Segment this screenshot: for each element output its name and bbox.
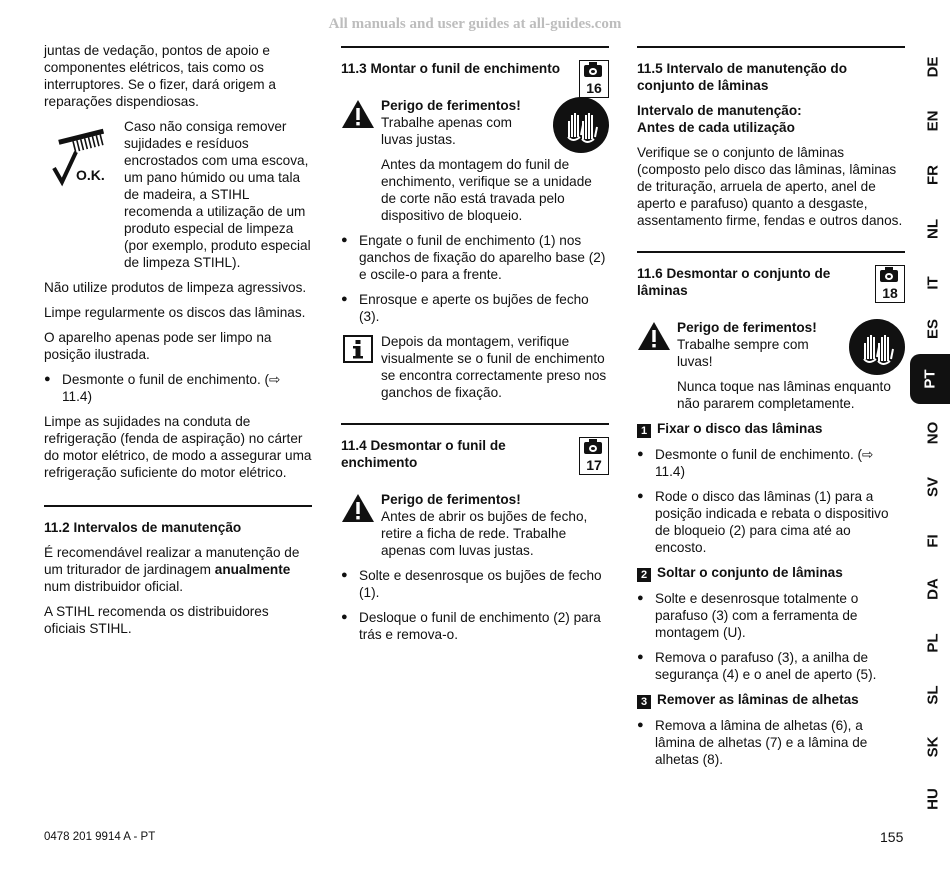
paragraph: Verifique se o conjunto de lâminas (composto pelo disco das lâminas, lâminas de trituração, arruela de aperto, anel de aperto e parafuso) quanto a desgaste, assentamento firme, fendas e outros danos.: [637, 145, 903, 228]
figure-number: 16: [586, 80, 602, 96]
lang-tab-pt-active[interactable]: PT: [910, 354, 950, 404]
section-title: 11.5 Intervalo de manutenção do conjunto de lâminas: [637, 61, 848, 93]
column-1: [44, 42, 312, 645]
section-title: 11.3 Montar o funil de enchimento: [341, 61, 561, 76]
lang-tab-no[interactable]: NO: [924, 421, 942, 445]
ok-cleaning-note: [44, 118, 312, 271]
paragraph: Não utilize produtos de limpeza agressivos.: [44, 280, 307, 295]
section-divider: [341, 46, 609, 48]
step-heading: [637, 691, 905, 709]
section-divider: [637, 251, 905, 253]
warning-title: Perigo de ferimentos!: [381, 492, 521, 507]
bullet-list: [637, 590, 905, 683]
text: num distribuidor oficial.: [44, 579, 184, 594]
bold-text: anualmente: [214, 562, 291, 577]
step-number-badge: 2: [637, 568, 651, 582]
warning-block: [341, 97, 609, 148]
lang-tab-hu[interactable]: HU: [924, 788, 942, 810]
camera-figure-icon: [579, 60, 609, 98]
list-item: ● Engate o funil de enchimento (1) nos ganchos de fixação do aparelho base (2) e oscile-o para a frente.: [341, 232, 609, 283]
list-item: ● Solte e desenrosque totalmente o parafuso (3) com a ferramenta de montagem (U).: [637, 590, 905, 641]
list-item: ● Remova a lâmina de alhetas (6), a lâmina de alhetas (7) e a lâmina de alhetas (8).: [637, 717, 905, 768]
list-item: ● Rode o disco das lâminas (1) para a posição indicada e rebata o dispositivo de bloqueio (2) para cima até ao encosto.: [637, 488, 905, 556]
figure-number: 18: [882, 285, 898, 301]
section-heading-11-3: [341, 60, 609, 96]
paragraph: O aparelho apenas pode ser limpo na posição ilustrada.: [44, 330, 272, 362]
lang-tab-fi[interactable]: FI: [924, 534, 942, 548]
info-text: Depois da montagem, verifique visualmente se o funil de enchimento se encontra correctamente preso nos ganchos de fixação.: [381, 334, 607, 400]
bullet-list: [637, 446, 905, 556]
watermark: All manuals and user guides at all-guides.com: [328, 16, 622, 32]
section-heading-11-4: [341, 437, 609, 471]
bullet-list: [637, 717, 905, 768]
section-divider: [341, 423, 609, 425]
section-divider: [637, 46, 905, 48]
list-item: ● Remova o parafuso (3), a anilha de segurança (4) e o anel de aperto (5).: [637, 649, 905, 683]
paragraph: Antes da montagem do funil de enchimento, verifique se a unidade de corte não está travada pelo dispositivo de bloqueio.: [381, 157, 592, 223]
info-icon: [343, 335, 373, 363]
lang-tab-fr[interactable]: FR: [924, 165, 942, 185]
text: É recomendável realizar a manutenção de um triturador de jardinagem: [44, 545, 300, 577]
warning-block: [341, 491, 609, 559]
gloves-icon: [553, 97, 609, 153]
list-item: ● Desloque o funil de enchimento (2) para trás e remova-o.: [341, 609, 609, 643]
ok-label: O.K.: [76, 167, 105, 183]
paragraph: Nunca toque nas lâminas enquanto não pararem completamente.: [677, 379, 891, 411]
section-title: 11.4 Desmontar o funil de enchimento: [341, 438, 506, 470]
lang-tab-sl[interactable]: SL: [924, 685, 942, 705]
step-title: Remover as lâminas de alhetas: [657, 692, 859, 707]
subheading: Antes de cada utilização: [637, 120, 795, 135]
list-item: ● Enrosque e aperte os bujões de fecho (3).: [341, 291, 609, 325]
list-item: ● Solte e desenrosque os bujões de fecho (1).: [341, 567, 609, 601]
paragraph: Limpe as sujidades na conduta de refrigeração (fenda de aspiração) no cárter do motor elétrico, de modo a assegurar uma refrigeração suficiente do motor elétrico.: [44, 414, 312, 480]
camera-figure-icon: [875, 265, 905, 303]
list-item: ● Desmonte o funil de enchimento. (⇨ 11.4): [44, 371, 312, 405]
list-item: ● Desmonte o funil de enchimento. (⇨ 11.4): [637, 446, 905, 480]
lang-tab-sk[interactable]: SK: [924, 736, 942, 758]
section-title: 11.2 Intervalos de manutenção: [44, 520, 242, 535]
step-heading: [637, 420, 905, 438]
lang-tab-pl[interactable]: PL: [924, 633, 942, 653]
column-2: [341, 42, 609, 651]
warning-triangle-icon: [341, 493, 375, 523]
subheading: Intervalo de manutenção:: [637, 103, 802, 118]
warning-text: Antes de abrir os bujões de fecho, retire a ficha de rede. Trabalhe apenas com luvas justas.: [381, 509, 588, 558]
warning-title: Perigo de ferimentos!: [677, 320, 817, 335]
step-heading: [637, 564, 905, 582]
lang-tab-nl[interactable]: NL: [924, 219, 942, 239]
paragraph: [44, 544, 312, 595]
gloves-icon: [849, 319, 905, 375]
paragraph: Caso não consiga remover sujidades e resíduos encrostados com uma escova, um pano húmido ou uma tala de madeira, a STIHL recomenda a utilização de um produto especial de limpeza (por exemplo, produto especial de limpeza STIHL).: [124, 119, 311, 270]
lang-tab-it[interactable]: IT: [924, 276, 942, 290]
paragraph: A STIHL recomenda os distribuidores oficiais STIHL.: [44, 604, 269, 636]
bullet-list: [341, 232, 609, 325]
info-block: [341, 333, 609, 401]
document-code: 0478 201 9914 A - PT: [44, 831, 156, 843]
bullet-list: [44, 371, 312, 405]
section-heading-11-6: [637, 265, 905, 299]
warning-block: [637, 319, 905, 370]
figure-number: 17: [586, 457, 602, 473]
step-title: Soltar o conjunto de lâminas: [657, 565, 843, 580]
column-3: [637, 42, 905, 776]
paragraph: juntas de vedação, pontos de apoio e componentes elétricos, tais como os interruptores. Se o fizer, dará origem a reparações dispendiosas.: [44, 43, 276, 109]
lang-tab-en[interactable]: EN: [924, 110, 942, 132]
lang-tab-da[interactable]: DA: [924, 578, 942, 600]
lang-tab-de[interactable]: DE: [924, 56, 942, 78]
brush-ok-icon: [52, 122, 112, 188]
lang-tab-sv[interactable]: SV: [924, 476, 942, 498]
section-divider: [44, 505, 312, 507]
paragraph: Limpe regularmente os discos das lâminas.: [44, 305, 306, 320]
warning-text: Trabalhe apenas com luvas justas.: [381, 115, 512, 147]
camera-figure-icon: [579, 437, 609, 475]
page-number: 155: [880, 829, 904, 845]
warning-triangle-icon: [341, 99, 375, 129]
section-title: 11.6 Desmontar o conjunto de lâminas: [637, 266, 831, 298]
warning-title: Perigo de ferimentos!: [381, 98, 521, 113]
bullet-list: [341, 567, 609, 643]
warning-text: Trabalhe sempre com luvas!: [677, 337, 809, 369]
step-title: Fixar o disco das lâminas: [657, 421, 823, 436]
step-number-badge: 3: [637, 695, 651, 709]
warning-triangle-icon: [637, 321, 671, 351]
step-number-badge: 1: [637, 424, 651, 438]
lang-tab-es[interactable]: ES: [924, 318, 942, 340]
